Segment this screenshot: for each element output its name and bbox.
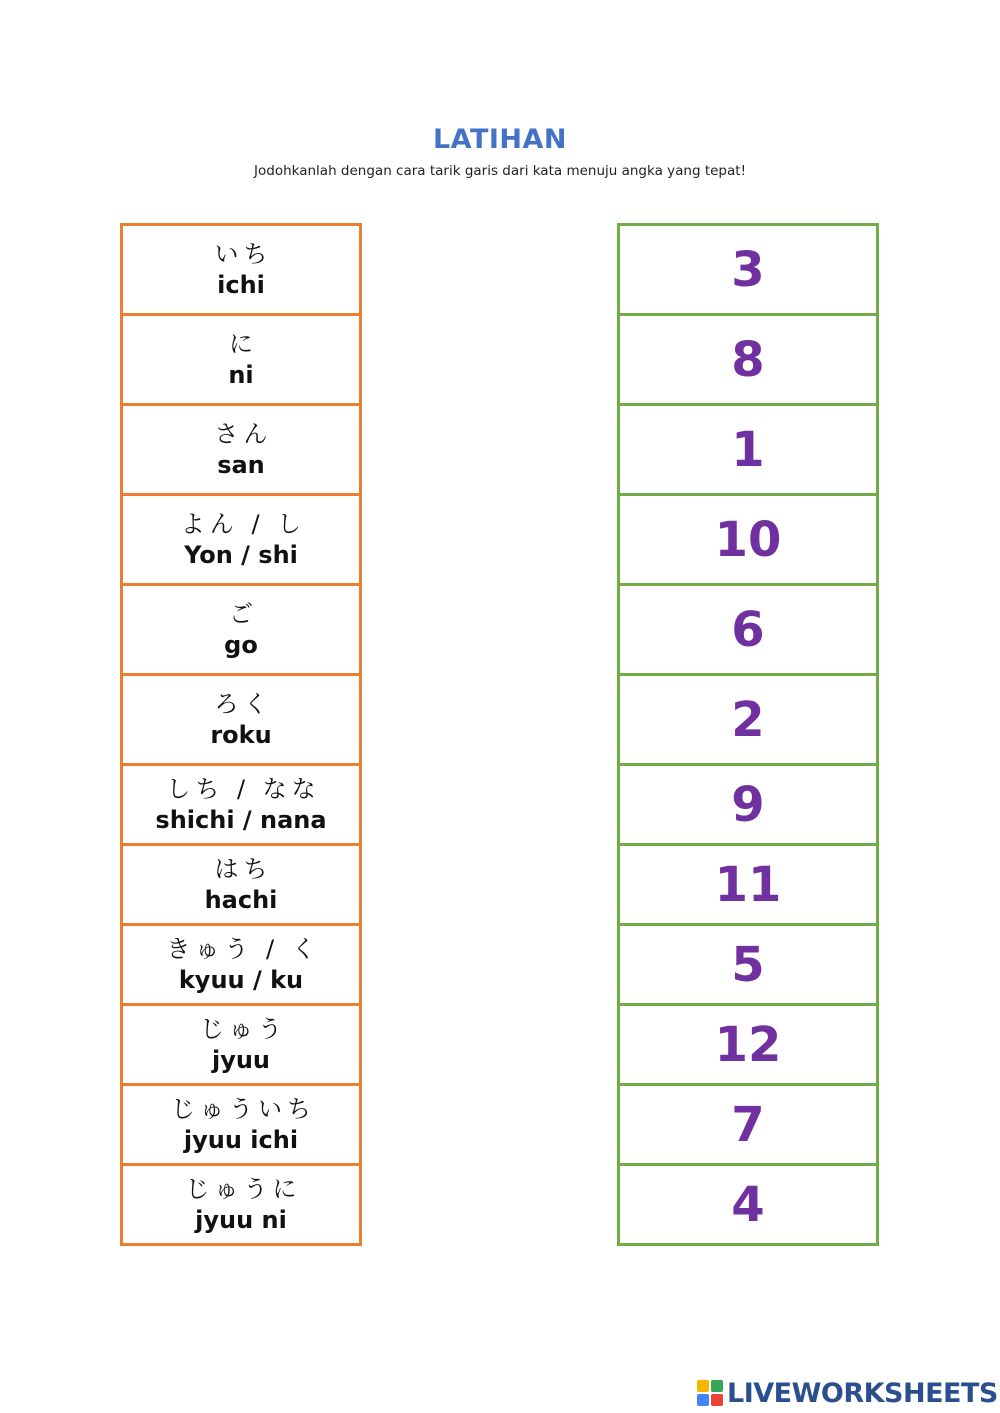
logo-square-icon — [697, 1394, 709, 1406]
logo-square-icon — [697, 1380, 709, 1392]
word-romaji: jyuu ni — [195, 1205, 287, 1234]
word-box[interactable] — [120, 763, 362, 846]
number-box[interactable] — [617, 763, 879, 846]
number-box[interactable] — [617, 403, 879, 496]
word-kana: さん — [214, 419, 273, 448]
number-label: 6 — [731, 601, 765, 658]
word-kana: じゅういち — [171, 1094, 316, 1123]
page-title: LATIHAN — [432, 124, 568, 155]
word-kana: ろく — [214, 689, 273, 718]
number-label: 8 — [731, 331, 765, 388]
word-romaji: go — [224, 630, 258, 659]
number-label: 4 — [731, 1176, 765, 1233]
logo-square-icon — [711, 1394, 723, 1406]
word-box[interactable] — [120, 1163, 362, 1246]
word-box[interactable] — [120, 673, 362, 766]
word-romaji: roku — [210, 720, 272, 749]
word-romaji: jyuu — [211, 1045, 271, 1074]
number-box[interactable] — [617, 1083, 879, 1166]
number-column — [617, 223, 879, 1246]
number-box[interactable] — [617, 923, 879, 1006]
word-romaji: shichi / nana — [155, 805, 327, 834]
word-column — [120, 223, 362, 1246]
word-romaji: kyuu / ku — [178, 965, 304, 994]
number-label: 2 — [731, 691, 765, 748]
word-box[interactable] — [120, 923, 362, 1006]
word-box[interactable] — [120, 313, 362, 406]
number-label: 5 — [731, 936, 765, 993]
number-box[interactable] — [617, 1163, 879, 1246]
number-box[interactable] — [617, 493, 879, 586]
number-label: 3 — [731, 241, 765, 298]
number-box[interactable] — [617, 673, 879, 766]
number-box[interactable] — [617, 1003, 879, 1086]
word-box[interactable] — [120, 223, 362, 316]
number-box[interactable] — [617, 223, 879, 316]
word-box[interactable] — [120, 1003, 362, 1086]
instruction-text: Jodohkanlah dengan cara tarik garis dari kata menuju angka yang tepat! — [254, 163, 746, 179]
word-kana: はち — [214, 854, 273, 883]
word-box[interactable] — [120, 583, 362, 676]
word-romaji: Yon / shi — [184, 540, 298, 569]
number-label: 12 — [714, 1016, 782, 1073]
number-label: 1 — [731, 421, 765, 478]
word-romaji: san — [217, 450, 265, 479]
word-kana: いち — [214, 239, 273, 268]
word-kana: に — [229, 329, 258, 358]
number-label: 10 — [714, 511, 782, 568]
number-label: 7 — [731, 1096, 765, 1153]
word-romaji: ni — [228, 360, 254, 389]
word-kana: じゅう — [200, 1014, 287, 1043]
word-box[interactable] — [120, 493, 362, 586]
logo-square-icon — [711, 1380, 723, 1392]
word-box[interactable] — [120, 403, 362, 496]
word-box[interactable] — [120, 1083, 362, 1166]
word-kana: ご — [229, 599, 258, 628]
logo-text: LIVEWORKSHEETS — [727, 1377, 998, 1409]
number-box[interactable] — [617, 843, 879, 926]
word-kana: しち / なな — [166, 774, 321, 803]
word-kana: よん / し — [180, 509, 307, 538]
number-box[interactable] — [617, 583, 879, 676]
number-label: 9 — [731, 776, 765, 833]
number-box[interactable] — [617, 313, 879, 406]
logo-grid-icon — [697, 1380, 723, 1406]
word-romaji: jyuu ichi — [183, 1125, 299, 1154]
number-label: 11 — [714, 856, 782, 913]
word-romaji: ichi — [217, 270, 265, 299]
liveworksheets-logo[interactable] — [697, 1376, 998, 1410]
word-box[interactable] — [120, 843, 362, 926]
word-kana: きゅう / く — [166, 934, 321, 963]
word-kana: じゅうに — [185, 1174, 302, 1203]
word-romaji: hachi — [204, 885, 278, 914]
